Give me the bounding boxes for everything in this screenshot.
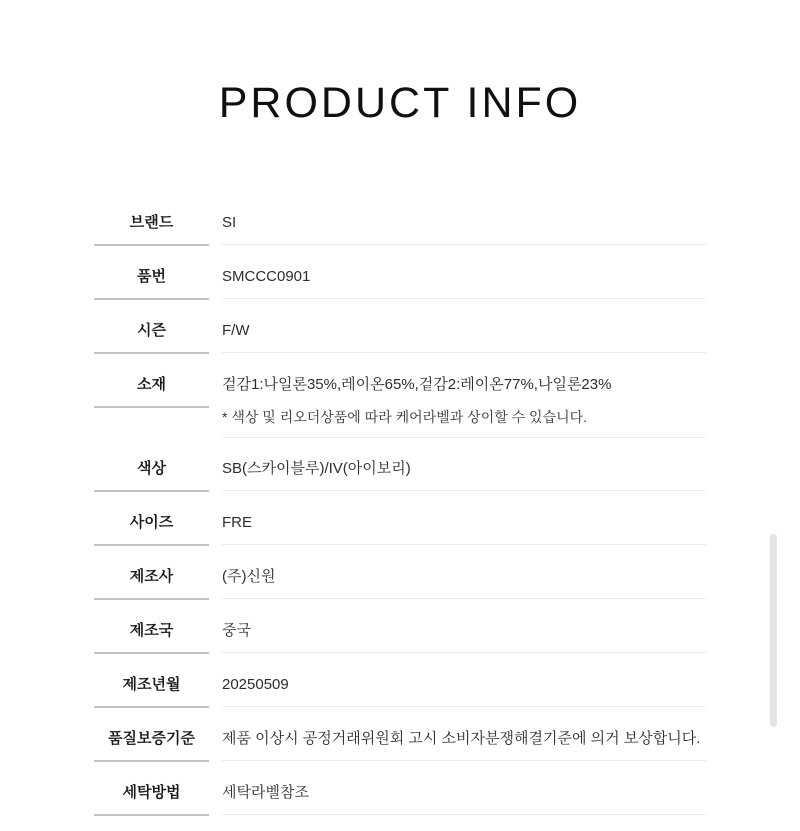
row-label: 색상 (94, 438, 209, 492)
row-value: SMCCC0901 (222, 246, 706, 299)
table-row-material (94, 354, 706, 438)
material-value: 겉감1:나일론35%,레이온65%,겉감2:레이온77%,나일론23% (222, 376, 612, 393)
row-value: F/W (222, 300, 706, 353)
product-info-table (94, 192, 706, 816)
row-value: SB(스카이블루)/IV(아이보리) (222, 438, 706, 491)
row-label: 제조사 (94, 546, 209, 600)
page-title: PRODUCT INFO (218, 79, 582, 127)
material-note: * 색상 및 리오더상품에 따라 케어라벨과 상이할 수 있습니다. (222, 409, 588, 425)
table-row-brand (94, 192, 706, 246)
row-label: 제조국 (94, 600, 209, 654)
table-row-quality-guarantee (94, 708, 706, 762)
row-value: 중국 (222, 600, 706, 653)
row-value: (주)신원 (222, 546, 706, 599)
row-value: 제품 이상시 공정거래위원회 고시 소비자분쟁해결기준에 의거 보상합니다. (222, 708, 706, 761)
row-label: 시즌 (94, 300, 209, 354)
table-row-washing-method (94, 762, 706, 816)
row-label: 품번 (94, 246, 209, 300)
row-label: 브랜드 (94, 192, 209, 246)
table-row-manufacture-date (94, 654, 706, 708)
row-label: 사이즈 (94, 492, 209, 546)
row-value: SI (222, 192, 706, 245)
table-row-color (94, 438, 706, 492)
row-label: 품질보증기준 (94, 708, 209, 762)
table-row-product-number (94, 246, 706, 300)
row-value: 세탁라벨참조 (222, 762, 706, 815)
table-row-size (94, 492, 706, 546)
row-label: 제조년월 (94, 654, 209, 708)
row-value: FRE (222, 492, 706, 545)
scrollbar-thumb[interactable] (770, 534, 777, 727)
row-label: 세탁방법 (94, 762, 209, 816)
table-row-country (94, 600, 706, 654)
row-value: 20250509 (222, 654, 706, 707)
row-label: 소재 (94, 354, 209, 408)
row-value (222, 354, 706, 438)
table-row-season (94, 300, 706, 354)
table-row-manufacturer (94, 546, 706, 600)
